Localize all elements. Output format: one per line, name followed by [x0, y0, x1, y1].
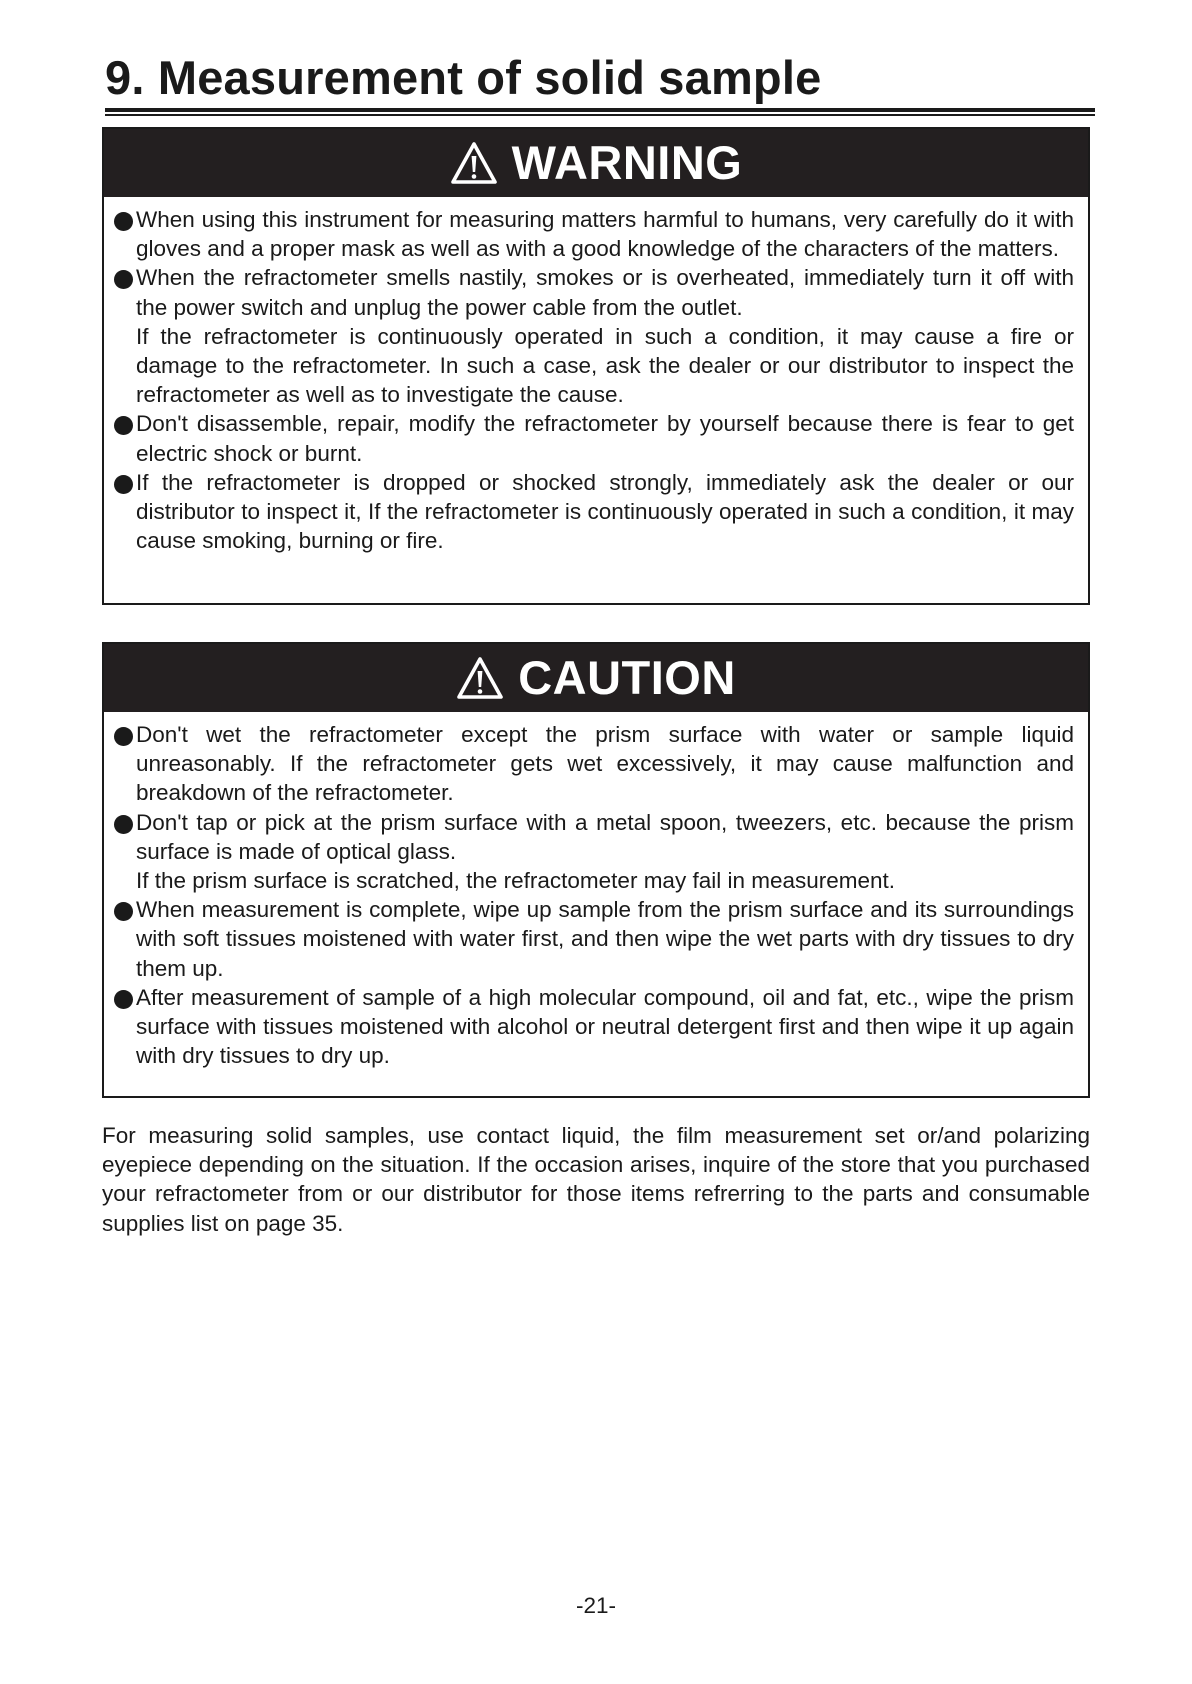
warning-item-text: If the refractometer is dropped or shocked strongly, immediately ask the dealer or our distributor to inspect it, If the refractometer is continuously operated in such a condition, it may cause smoking, burning or fire.: [136, 469, 1074, 554]
caution-box: [102, 642, 1090, 1098]
caution-item: [114, 983, 1074, 1071]
title-rule-thick: [105, 108, 1095, 112]
warning-item-text: Don't disassemble, repair, modify the refractometer by yourself because there is fear to get electric shock or burnt.: [136, 411, 1074, 466]
title-rule-thin: [105, 114, 1095, 116]
bullet-icon: [114, 212, 133, 231]
warning-box: [102, 127, 1090, 605]
caution-heading: CAUTION: [518, 651, 736, 704]
page-number: -21-: [575, 1593, 616, 1618]
caution-banner: [104, 644, 1088, 712]
caution-item: [114, 720, 1074, 808]
warning-item: [114, 409, 1074, 467]
bullet-icon: [114, 815, 133, 834]
warning-banner: [104, 129, 1088, 197]
bullet-icon: [114, 727, 133, 746]
bullet-icon: [114, 416, 133, 435]
warning-item-text: When the refractometer smells nastily, smokes or is overheated, immediately turn it off with the power switch and unplug the power cable from the outlet.: [136, 265, 1074, 320]
warning-item-text: When using this instrument for measuring matters harmful to humans, very carefully do it with gloves and a proper mask as well as with a good knowledge of the characters of the matters.: [136, 207, 1074, 262]
bullet-icon: [114, 990, 133, 1009]
warning-list: [104, 197, 1088, 555]
warning-item: [114, 468, 1074, 556]
warning-triangle-icon: [450, 141, 498, 185]
body-paragraph: For measuring solid samples, use contact liquid, the film measurement set or/and polarizing eyepiece depending on the situation. If the occasion arises, inquire of the store that you purchased your refractometer from or our distributor for those items refrerring to the parts and consumable supplies list on page 35.: [102, 1123, 1090, 1236]
warning-item-text: If the refractometer is continuously operated in such a condition, it may cause a fire or damage to the refractometer. In such a case, ask the dealer or our distributor to inspect the refractometer as well as to investigate the cause.: [136, 323, 1074, 408]
warning-item: [114, 205, 1074, 263]
caution-list: [104, 712, 1088, 1070]
caution-item-text: If the prism surface is scratched, the refractometer may fail in measurement.: [136, 868, 896, 894]
bullet-icon: [114, 902, 133, 921]
caution-item: [114, 808, 1074, 896]
caution-item-text: Don't tap or pick at the prism surface with a metal spoon, tweezers, etc. because the prism surface is made of optical glass.: [136, 809, 1074, 864]
bullet-icon: [114, 270, 133, 289]
page-title: 9. Measurement of solid sample: [105, 51, 822, 104]
caution-item-text: Don't wet the refractometer except the prism surface with water or sample liquid unreasonably. If the refractometer gets wet excessively, it may cause malfunction and breakdown of the refractometer.: [136, 722, 1074, 806]
caution-item-text: When measurement is complete, wipe up sample from the prism surface and its surroundings with soft tissues moistened with water first, and then wipe the wet parts with dry tissues to dry them up.: [136, 897, 1074, 981]
warning-item: [114, 263, 1074, 409]
caution-item: [114, 895, 1074, 983]
bullet-icon: [114, 475, 133, 494]
caution-item-text: After measurement of sample of a high molecular compound, oil and fat, etc., wipe the prism surface with tissues moistened with alcohol or neutral detergent first and then wipe it up again with dry tissues to dry up.: [136, 984, 1074, 1069]
warning-heading: WARNING: [511, 136, 743, 189]
caution-triangle-icon: [456, 656, 504, 700]
